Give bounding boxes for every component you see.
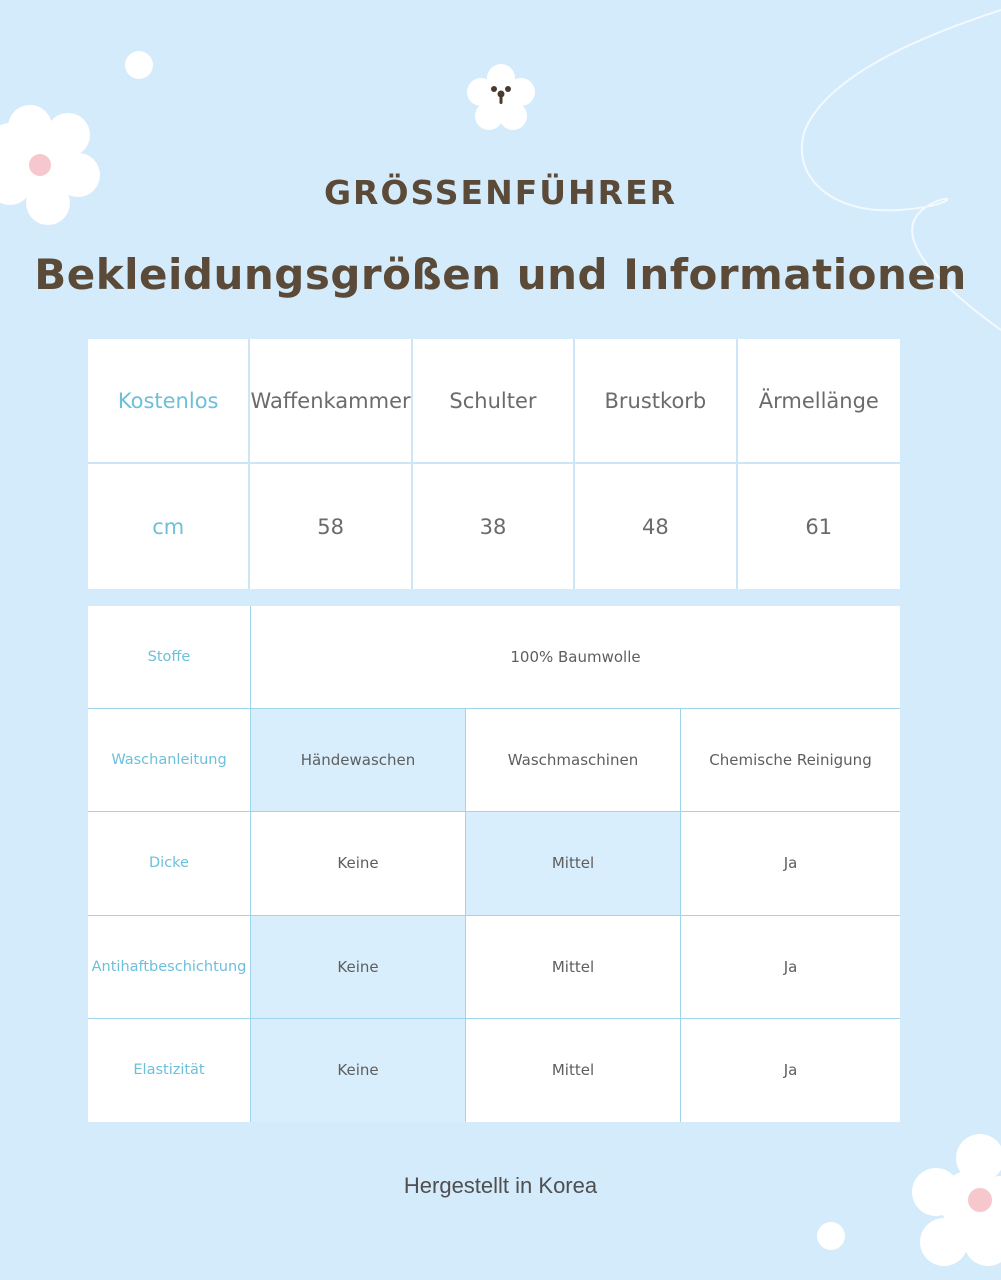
info-label-coating: Antihaftbeschichtung [88, 916, 251, 1019]
page-title: Bekleidungsgrößen und Informationen [34, 250, 967, 299]
flower-top-left-icon [0, 95, 110, 235]
info-cell-thickness-medium: Mittel [466, 812, 681, 915]
size-header-shoulder: Schulter [413, 339, 575, 464]
info-table [88, 606, 900, 1122]
info-cell-washing-hand: Händewaschen [251, 709, 466, 812]
size-header-sleeve: Ärmellänge [738, 339, 900, 464]
size-header-armhole: Waffenkammer [250, 339, 412, 464]
info-cell-elasticity-yes: Ja [783, 1061, 798, 1080]
page-kicker: GRÖSSENFÜHRER [323, 173, 678, 212]
flower-bottom-right-icon [910, 1130, 1001, 1280]
info-value-fabric: 100% Baumwolle [251, 606, 900, 709]
info-cell-coating-yes: Ja [681, 916, 900, 1019]
info-cell-elasticity-none: Keine [251, 1019, 466, 1122]
info-label-washing: Waschanleitung [88, 709, 251, 812]
size-header-chest: Brustkorb [575, 339, 737, 464]
size-value-armhole: 58 [250, 464, 412, 589]
info-cell-thickness-yes: Ja [681, 812, 900, 915]
info-cell-coating-medium: Mittel [466, 916, 681, 1019]
info-label-fabric: Stoffe [88, 606, 251, 709]
info-cell-coating-none: Keine [251, 916, 466, 1019]
size-value-sleeve: 61 [805, 514, 833, 539]
size-unit: cm [88, 464, 250, 589]
size-table [88, 339, 900, 589]
footer-origin: Hergestellt in Korea [403, 1173, 598, 1198]
dot-top-left-icon [124, 50, 154, 80]
size-value-chest: 48 [575, 464, 737, 589]
size-value-shoulder: 38 [413, 464, 575, 589]
info-cell-thickness-none: Keine [251, 812, 466, 915]
info-label-thickness: Dicke [88, 812, 251, 915]
info-cell-washing-machine: Waschmaschinen [466, 709, 681, 812]
flower-top-center-icon [465, 62, 537, 134]
info-cell-elasticity-medium: Mittel [466, 1019, 681, 1122]
info-cell-washing-dry: Chemische Reinigung [681, 709, 900, 812]
size-header-free: Kostenlos [88, 339, 250, 464]
info-label-elasticity: Elastizität [88, 1019, 251, 1122]
dot-bottom-right-icon [816, 1221, 846, 1251]
